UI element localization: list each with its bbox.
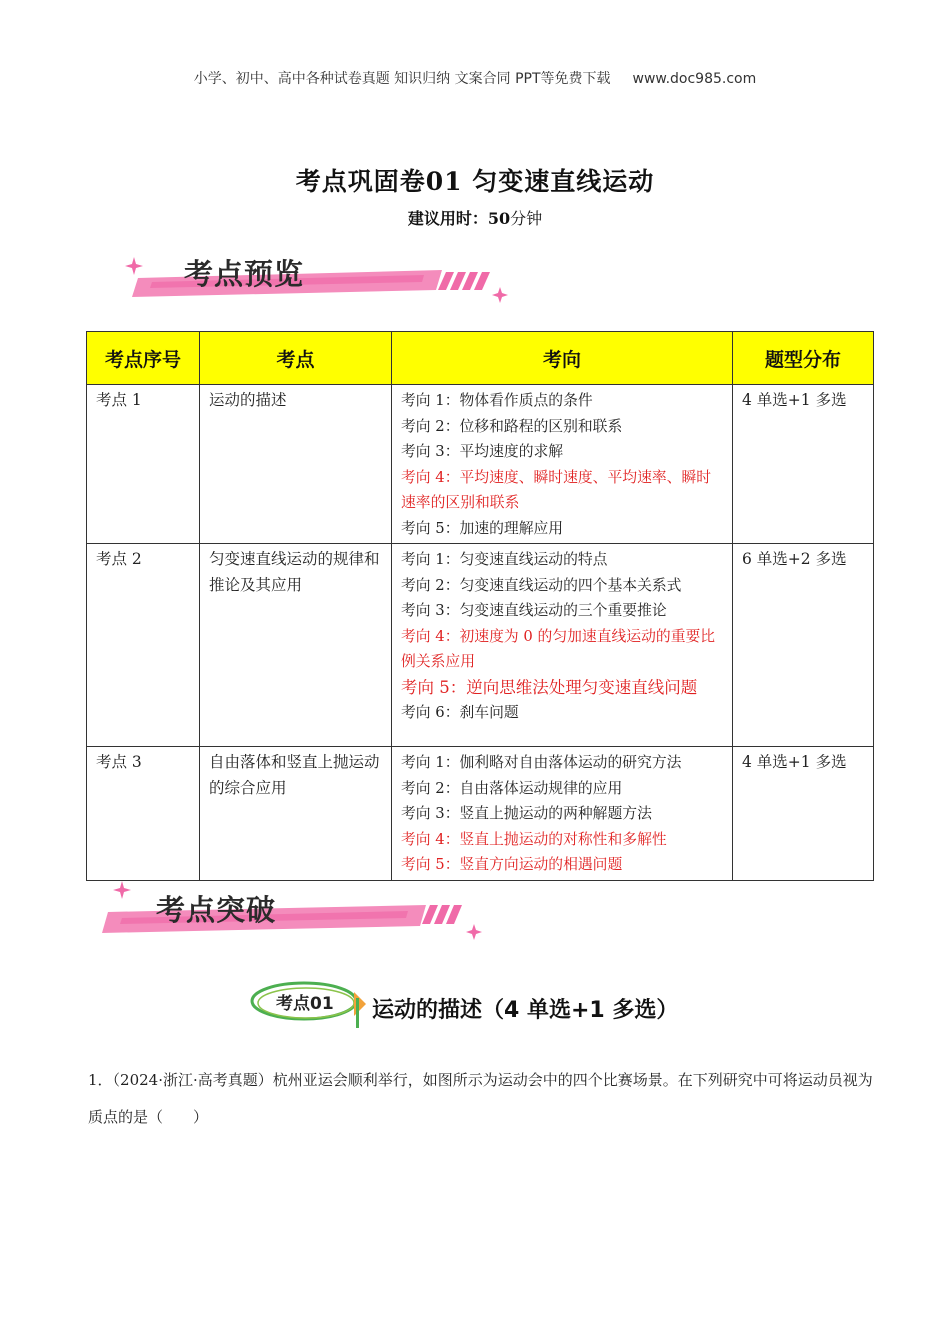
direction-item-highlight: 考向 4：初速度为 0 的匀加速直线运动的重要比例关系应用 [401,627,716,670]
kaodian-badge [250,978,368,1032]
direction-item: 考向 5：加速的理解应用 [401,519,564,537]
section-label-preview: 考点预览 [184,257,305,291]
direction-item: 考向 2：位移和路程的区别和联系 [401,417,623,435]
banner-brush-icon [96,878,486,946]
section-label-breakthrough: 考点突破 [156,893,277,927]
cell-distribution: 6 单选+2 多选 [733,544,874,747]
direction-item: 考向 1：匀变速直线运动的特点 [401,551,608,568]
direction-item: 考向 1：物体看作质点的条件 [401,392,593,409]
col-header-direction: 考向 [392,332,733,385]
direction-item-highlight: 考向 5：逆向思维法处理匀变速直线问题 [401,677,698,697]
cell-directions [392,544,733,747]
table-row [87,747,874,881]
direction-item: 考向 1：伽利略对自由落体运动的研究方法 [401,754,682,771]
cell-directions [392,385,733,544]
direction-item: 考向 3：竖直上抛运动的两种解题方法 [401,805,652,822]
suggested-time-value: 50 [487,209,511,228]
direction-item-highlight: 考向 4：平均速度、瞬时速度、平均速率、瞬时速率的区别和联系 [401,468,712,511]
table-row [87,544,874,747]
exam-points-table [86,331,874,881]
table-header-row [87,332,874,385]
cell-no: 考点 1 [87,385,200,544]
cell-topic: 运动的描述 [200,385,392,544]
col-header-no: 考点序号 [87,332,200,385]
table-row [87,385,874,544]
badge-label: 考点01 [276,994,334,1014]
direction-item-highlight: 考向 5：竖直方向运动的相遇问题 [401,856,623,873]
cell-distribution: 4 单选+1 多选 [733,385,874,544]
suggested-time [0,206,950,229]
cell-no: 考点 2 [87,544,200,747]
document-title: 考点巩固卷01 匀变速直线运动 [295,167,655,196]
question-1: 1．（2024·浙江·高考真题）杭州亚运会顺利举行，如图所示为运动会中的四个比赛场景。在下列研究中可将运动员视为质点的是（ ） [88,1071,873,1126]
direction-item: 考向 2：匀变速直线运动的四个基本关系式 [401,576,682,594]
suggested-time-unit: 分钟 [510,209,543,228]
page-header [0,68,950,88]
banner-brush-icon [124,242,514,308]
direction-item: 考向 6：刹车问题 [401,704,519,721]
cell-topic: 自由落体和竖直上抛运动的综合应用 [200,747,392,881]
col-header-topic: 考点 [200,332,392,385]
section-banner-preview [124,242,514,308]
direction-item: 考向 2：自由落体运动规律的应用 [401,779,623,797]
direction-item-highlight: 考向 4：竖直上抛运动的对称性和多解性 [401,830,667,848]
col-header-distribution: 题型分布 [733,332,874,385]
direction-item: 考向 3：平均速度的求解 [401,443,564,460]
cell-directions [392,747,733,881]
section-banner-breakthrough [96,878,486,946]
suggested-time-label: 建议用时： [407,209,488,228]
cell-no: 考点 3 [87,747,200,881]
cell-topic: 匀变速直线运动的规律和推论及其应用 [200,544,392,747]
cell-distribution: 4 单选+1 多选 [733,747,874,881]
header-text: 小学、初中、高中各种试卷真题 知识归纳 文案合同 PPT等免费下载 [193,71,611,87]
direction-item: 考向 3：匀变速直线运动的三个重要推论 [401,602,667,619]
header-site[interactable]: www.doc985.com [632,71,757,87]
kaodian-title: 运动的描述（4 单选+1 多选） [372,998,679,1023]
